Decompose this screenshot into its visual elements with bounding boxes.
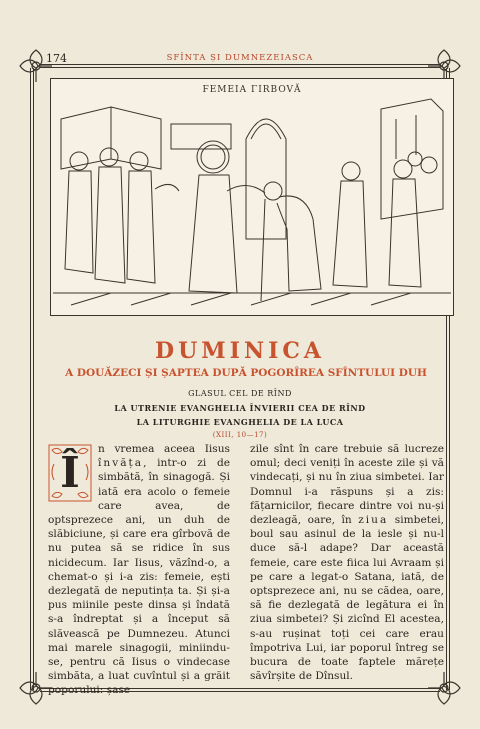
page-title: DUMINICA [155,338,325,364]
gospel-text-right [250,442,444,683]
page-number: 174 [46,52,67,65]
text-spaced: ziua [358,514,389,527]
text-body: , intr-o zi de simbătă, în sinagogă. Și iată era acolo o femeie care avea, de optsprezece ani, un duh de slăbiciune, și care era gîrbovă de nu putea să se ridice în sus nicidecum. Iar Iisus, văzînd-o, a chemat-o și i-a zis: femeie, ești dezlegată de neputința ta. Și și-a pus miinile peste dinsa și îndată s-a îndreptat și a început să slăvească pe Dumnezeu. Atunci mai marele sinagogii, miniindu-se, pentru că Iisus o vindecase simbăta, a luat cuvîntul și a grăit poporului: șase [48,457,230,697]
running-head: SFÎNTA ȘI DUMNEZEIASCA [166,53,314,63]
text-body-a: zile sînt în care trebuie să lucreze omul; deci veniți în aceste zile și vă vindecați, și nu în ziua simbetei. Iar Domnul i-a răspuns și a zis: fățarnicilor, fiecare dintre voi nu-și dezleagă, oare, în [250,443,444,527]
scripture-reference: (XIII, 10—17) [212,431,268,439]
illustration-caption: ϜΕΜΕΙΑ ΓΙRBOVĂ [202,85,302,95]
text-spaced: învăța [98,457,144,470]
liturghie-line: LA LITURGHIE EVANGHELIA DE LA LUCA [136,417,344,427]
utrenie-line: LA UTRENIE EVANGHELIA ÎNVIERII CEA DE RÎND [114,403,366,413]
frame-border-top [40,64,440,68]
healing-scene-drawing [51,79,453,315]
text-column-right [250,442,444,692]
glas-line: GLASUL CEL DE RÎND [188,389,292,398]
page-subtitle: A DOUĂZECI ȘI ȘAPTEA DUPĂ POGORÎREA SFÎNTULUI DUH [65,367,427,379]
text-column-left [48,442,230,697]
dropcap-letter: Î [60,448,80,497]
text-body-b: simbetei, boul sau asinul de la iesle și nu-l duce să-l adape? Dar această femeie, care este fiica lui Avraam și pe care a legat-o Satana, iată, de optsprezece ani, nu se cădea, oare, să fie dezlegată de legătura ei în ziua simbetei? Și zicînd El acestea, s-au rușinat toți cei care erau împotriva Lui, iar poporul întreg se bucura de toate faptele mărețe săvîrșite de Dînsul. [250,514,445,683]
dropcap-ornament [48,444,92,502]
icon-illustration [50,78,454,316]
frame-border-left [30,68,34,690]
text-lead: n vremea aceea Iisus [98,443,230,455]
